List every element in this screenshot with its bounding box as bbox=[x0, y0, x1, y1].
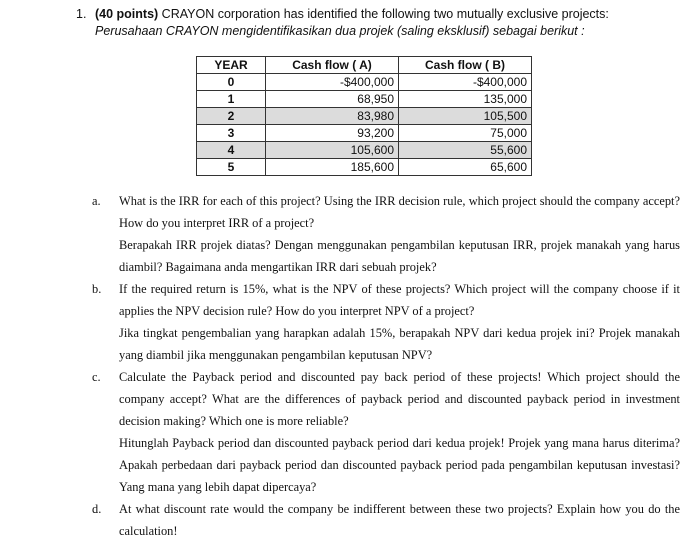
cell-cash-flow-b: -$400,000 bbox=[399, 74, 532, 91]
item-text-en: At what discount rate would the company be indifferent between these two projects? Explain how you do the calculation! bbox=[119, 502, 680, 538]
question-number: 1. bbox=[76, 7, 87, 21]
cell-cash-flow-b: 65,600 bbox=[399, 159, 532, 176]
question-text bbox=[95, 6, 686, 23]
cell-cash-flow-b: 135,000 bbox=[399, 91, 532, 108]
cell-cash-flow-b: 55,600 bbox=[399, 142, 532, 159]
question-text-id: Perusahaan CRAYON mengidentifikasikan dua projek (saling eksklusif) sebagai berikut : bbox=[95, 24, 585, 38]
col-header-cash-flow-a: Cash flow ( A) bbox=[266, 57, 399, 74]
sub-questions bbox=[92, 190, 680, 542]
table-row bbox=[197, 74, 532, 91]
table-row bbox=[197, 125, 532, 142]
item-text-en: Calculate the Payback period and discounted pay back period of these projects! Which project should the company accept? What are the differences of payback period and discounted payback period in investment decision making? Which one is more reliable? bbox=[119, 370, 680, 428]
cell-cash-flow-a: -$400,000 bbox=[266, 74, 399, 91]
col-header-cash-flow-b: Cash flow ( B) bbox=[399, 57, 532, 74]
col-header-year: YEAR bbox=[197, 57, 266, 74]
cell-cash-flow-a: 93,200 bbox=[266, 125, 399, 142]
question-text-en: CRAYON corporation has identified the following two mutually exclusive projects: bbox=[158, 7, 609, 21]
item-text-en: If the required return is 15%, what is the NPV of these projects? Which project will the company choose if it applies the NPV decision rule? How do you interpret NPV of a project? bbox=[119, 282, 680, 318]
sub-question-c bbox=[92, 366, 680, 498]
item-label: b. bbox=[92, 282, 102, 296]
cell-year: 1 bbox=[197, 91, 266, 108]
item-label: a. bbox=[92, 194, 101, 208]
item-label: c. bbox=[92, 370, 101, 384]
table-header-row bbox=[197, 57, 532, 74]
table-row bbox=[197, 108, 532, 125]
item-text-id: Berapakah IRR projek diatas? Dengan menggunakan pengambilan keputusan IRR, projek manakah yang harus diambil? Bagaimana anda mengartikan IRR dari sebuah projek? bbox=[119, 238, 680, 274]
question-points: (40 points) bbox=[95, 7, 159, 21]
cell-year: 5 bbox=[197, 159, 266, 176]
cell-year: 2 bbox=[197, 108, 266, 125]
sub-question-d bbox=[92, 498, 680, 542]
cell-cash-flow-a: 185,600 bbox=[266, 159, 399, 176]
item-text-id: Jika tingkat pengembalian yang harapkan adalah 15%, berapakah NPV dari kedua projek ini? Projek manakah yang diambil jika menggunakan pengambilan keputusan NPV? bbox=[119, 326, 680, 362]
cell-cash-flow-a: 83,980 bbox=[266, 108, 399, 125]
table-row bbox=[197, 91, 532, 108]
sub-question-b bbox=[92, 278, 680, 366]
cell-year: 3 bbox=[197, 125, 266, 142]
cash-flow-table bbox=[196, 56, 532, 176]
item-label: d. bbox=[92, 502, 102, 516]
item-text-en: What is the IRR for each of this project? Using the IRR decision rule, which project should the company accept? How do you interpret IRR of a project? bbox=[119, 194, 680, 230]
sub-question-a bbox=[92, 190, 680, 278]
item-text-id: Hitunglah Payback period dan discounted payback period dari kedua projek! Projek yang mana harus diterima? Apakah perbedaan dari payback period dan discounted payback period pada pengambilan keputusan investasi? Yang mana yang lebih dapat dipercaya? bbox=[119, 436, 680, 494]
cell-cash-flow-a: 68,950 bbox=[266, 91, 399, 108]
cell-cash-flow-b: 105,500 bbox=[399, 108, 532, 125]
question-header bbox=[76, 6, 686, 40]
cell-cash-flow-a: 105,600 bbox=[266, 142, 399, 159]
table-row bbox=[197, 159, 532, 176]
cell-year: 4 bbox=[197, 142, 266, 159]
cell-year: 0 bbox=[197, 74, 266, 91]
table-row bbox=[197, 142, 532, 159]
cell-cash-flow-b: 75,000 bbox=[399, 125, 532, 142]
